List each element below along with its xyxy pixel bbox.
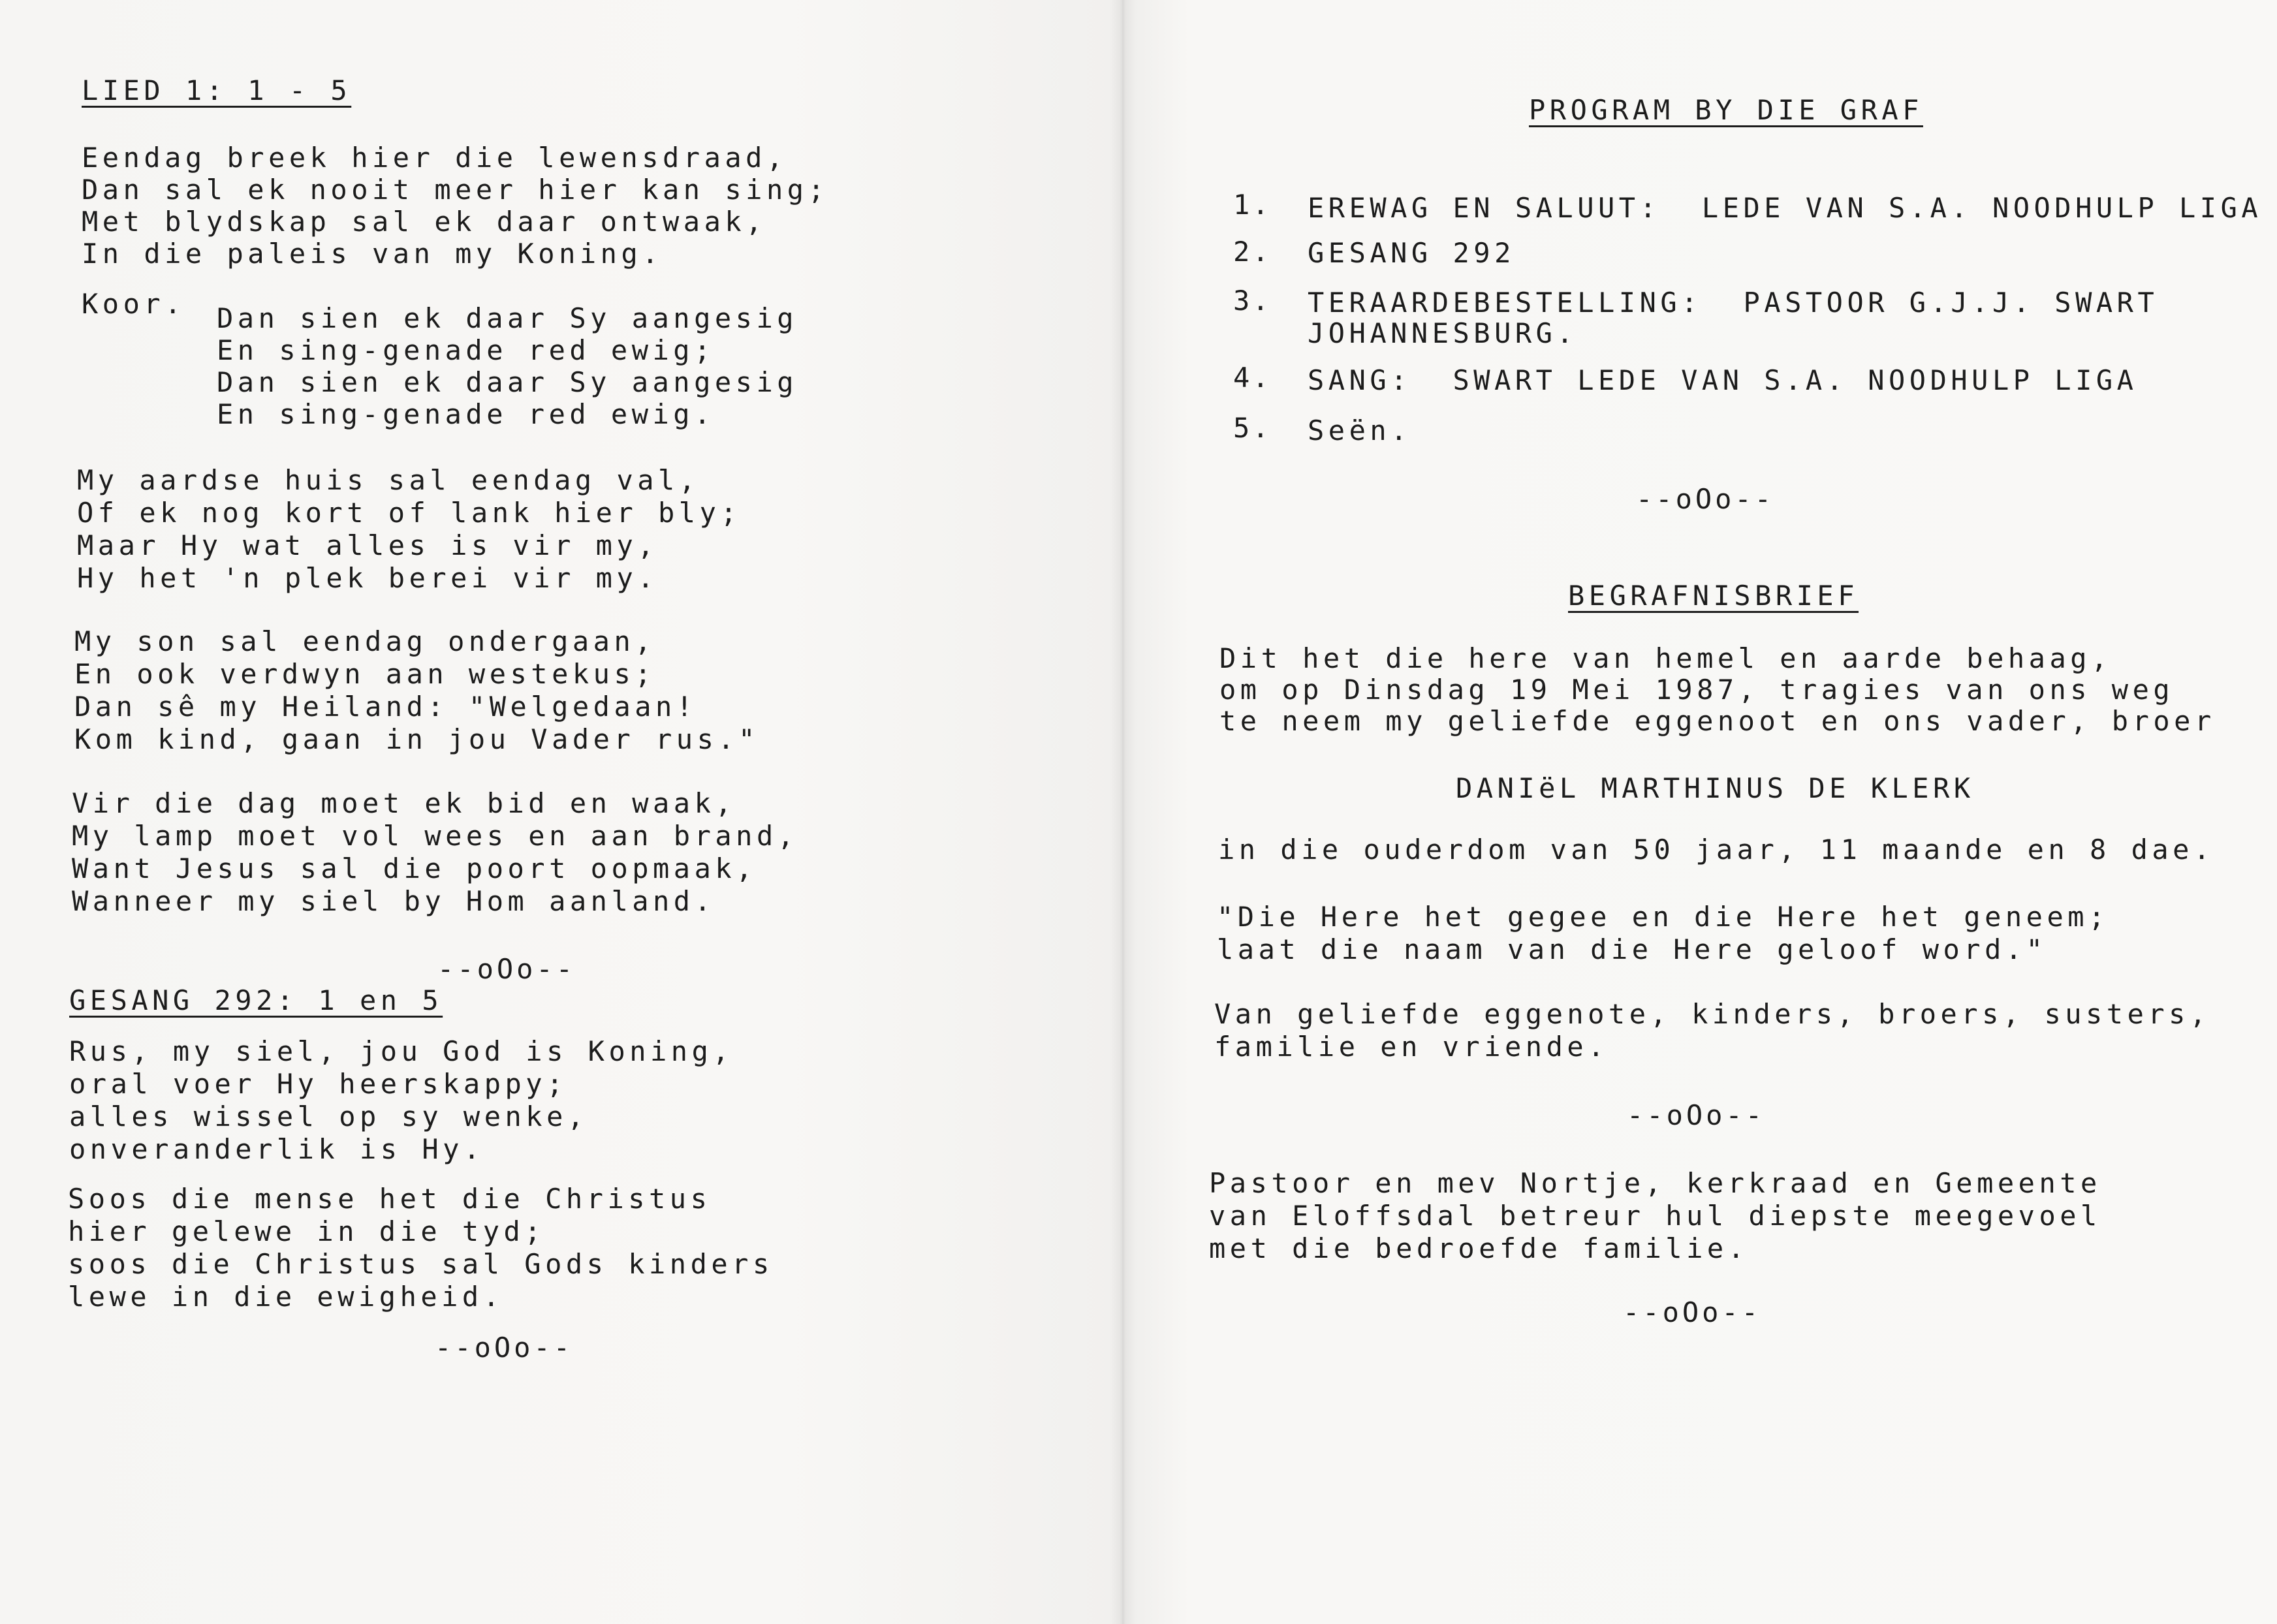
program-item-number: 3.: [1233, 285, 1272, 317]
program-item-text: TERAARDEBESTELLING: PASTOOR G.J.J. SWART: [1308, 287, 2159, 319]
condolence-line: met die bedroefde familie.: [1209, 1232, 1749, 1264]
intro-line: te neem my geliefde eggenoot en ons vader, broer: [1219, 705, 2216, 737]
gesang-line: hier gelewe in die tyd;: [68, 1215, 546, 1247]
from-line: familie en vriende.: [1214, 1031, 1609, 1063]
program-item-text: EREWAG EN SALUUT: LEDE VAN S.A. NOODHULP LIGA: [1308, 192, 2263, 224]
stanza-line: Wanneer my siel by Hom aanland.: [72, 885, 715, 917]
program-item-text: GESANG 292: [1308, 237, 1515, 269]
stanza-line: Met blydskap sal ek daar ontwaak,: [82, 206, 766, 238]
stanza-line: Vir die dag moet ek bid en waak,: [72, 787, 736, 819]
koor-line: Dan sien ek daar Sy aangesig: [217, 302, 798, 334]
program-item-number: 4.: [1233, 362, 1272, 394]
stanza-line: Dan sê my Heiland: "Welgedaan!: [74, 691, 697, 723]
stanza-line: In die paleis van my Koning.: [82, 238, 663, 270]
deceased-name: DANIëL MARTHINUS DE KLERK: [1456, 772, 1975, 804]
stanza-line: En ook verdwyn aan westekus;: [74, 658, 656, 690]
stanza-line: My aardse huis sal eendag val,: [77, 464, 700, 496]
separator: --oOo--: [1636, 483, 1775, 515]
condolence-line: van Eloffsdal betreur hul diepste meegevoel: [1209, 1200, 2101, 1232]
stanza-line: My son sal eendag ondergaan,: [74, 625, 656, 657]
program-item-text: Seën.: [1308, 414, 1411, 446]
gesang-line: Soos die mense het die Christus: [68, 1183, 712, 1215]
program-item-number: 1.: [1233, 189, 1272, 221]
gesang-line: alles wissel op sy wenke,: [69, 1101, 588, 1132]
koor-line: En sing-genade red ewig;: [217, 334, 715, 366]
separator: --oOo--: [1627, 1099, 1766, 1131]
stanza-line: Eendag breek hier die lewensdraad,: [82, 142, 787, 174]
koor-line: Dan sien ek daar Sy aangesig: [217, 366, 798, 398]
gesang-line: oral voer Hy heerskappy;: [69, 1068, 567, 1100]
program-item-text: SANG: SWART LEDE VAN S.A. NOODHULP LIGA: [1308, 364, 2138, 396]
intro-line: Dit het die here van hemel en aarde behaag,: [1219, 642, 2112, 674]
begrafnisbrief-heading: BEGRAFNISBRIEF: [1568, 580, 1859, 612]
program-item-number: 2.: [1233, 236, 1272, 268]
program-item-number: 5.: [1233, 412, 1272, 444]
stanza-line: Kom kind, gaan in jou Vader rus.": [74, 723, 759, 755]
left-page: [0, 0, 1120, 1624]
gesang-line: onveranderlik is Hy.: [69, 1133, 484, 1165]
age-line: in die ouderdom van 50 jaar, 11 maande en 8 dae.: [1218, 834, 2214, 866]
koor-line: En sing-genade red ewig.: [217, 398, 715, 430]
stanza-line: Dan sal ek nooit meer hier kan sing;: [82, 174, 829, 206]
koor-label: Koor.: [82, 288, 185, 320]
program-item-text-continued: JOHANNESBURG.: [1308, 317, 1578, 349]
stanza-line: My lamp moet vol wees en aan brand,: [72, 820, 798, 852]
stanza-line: Hy het 'n plek berei vir my.: [77, 562, 659, 594]
stanza-line: Want Jesus sal die poort oopmaak,: [72, 852, 757, 884]
page-fold: [1110, 0, 1136, 1624]
gesang-line: soos die Christus sal Gods kinders: [68, 1248, 774, 1280]
separator: --oOo--: [1623, 1296, 1762, 1328]
gesang-line: Rus, my siel, jou God is Koning,: [69, 1035, 734, 1067]
separator: --oOo--: [435, 1332, 574, 1364]
quote-line: laat die naam van die Here geloof word.": [1217, 933, 2047, 965]
intro-line: om op Dinsdag 19 Mei 1987, tragies van ons weg: [1219, 674, 2175, 706]
stanza-line: Maar Hy wat alles is vir my,: [77, 529, 659, 561]
quote-line: "Die Here het gegee en die Here het geneem;: [1217, 901, 2109, 933]
gesang-heading: GESANG 292: 1 en 5: [69, 984, 443, 1016]
program-heading: PROGRAM BY DIE GRAF: [1529, 94, 1923, 126]
gesang-line: lewe in die ewigheid.: [68, 1281, 504, 1313]
separator: --oOo--: [437, 953, 576, 985]
right-page: [1120, 0, 2277, 1624]
lied-heading: LIED 1: 1 - 5: [82, 74, 352, 106]
stanza-line: Of ek nog kort of lank hier bly;: [77, 497, 742, 529]
condolence-line: Pastoor en mev Nortje, kerkraad en Gemeente: [1209, 1167, 2101, 1199]
from-line: Van geliefde eggenote, kinders, broers, susters,: [1214, 998, 2210, 1030]
